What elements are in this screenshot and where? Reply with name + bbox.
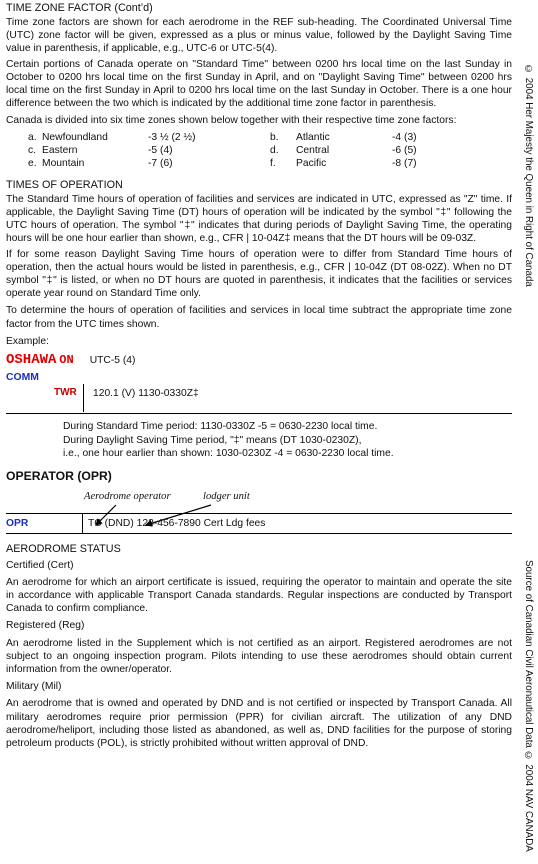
zone-value: -7 (6) [148, 158, 173, 170]
std-line-1: During Standard Time period: 1130-0330Z -5 = 0630-2230 local time. [63, 421, 378, 433]
cert-heading: Certified (Cert) [6, 559, 74, 571]
aerodrome-name: OSHAWA [6, 352, 57, 369]
zone-name: Atlantic [296, 131, 330, 143]
aerodrome-line [6, 352, 512, 368]
zone-letter: d. [270, 145, 279, 157]
time-zone-heading: TIME ZONE FACTOR (Cont’d) [6, 2, 153, 14]
twr-label: TWR [54, 387, 77, 399]
reg-text: An aerodrome listed in the Supplement which is not certified as an airport. Registered aerodromes are not subject to an ongoing inspection program. Pilots intending to use these aerodromes should obtain current information from the owner/operator. [6, 637, 512, 675]
zone-letter: c. [28, 145, 37, 157]
zone-letter: e. [28, 158, 37, 170]
aerodrome-id [6, 352, 74, 368]
zone-value: -8 (7) [392, 158, 417, 170]
aerodrome-utc: UTC-5 (4) [89, 355, 136, 367]
opr-label: OPR [6, 517, 29, 529]
zone-name: Newfoundland [42, 131, 108, 143]
copyright-top: © 2004 Her Majesty the Queen in Right of Canada [523, 64, 534, 287]
twr-divider [83, 384, 84, 412]
opr-divider [82, 514, 83, 533]
aerodrome-province: ON [59, 353, 74, 368]
tz-paragraph-1: Time zone factors are shown for each aerodrome in the REF sub-heading. The Coordinated Universal Time (UTC) zone factor will be given, expressed as a plus or minus value, followed by the Daylight Saving Time value in parenthesis, if applicable, e.g., UTC-6 or UTC-5(4). [6, 17, 512, 55]
times-paragraph-3: To determine the hours of operation of facilities and services in local time subtract the appropriate time zone factor from the UTC times shown. [6, 305, 512, 330]
zone-value: -6 (5) [392, 145, 417, 157]
comm-label: COMM [6, 372, 39, 384]
zone-name: Pacific [296, 158, 327, 170]
zone-letter: f. [270, 158, 276, 170]
std-line-2: During Daylight Saving Time period, "‡" means (DT 1030-0230Z), [63, 434, 362, 446]
operator-example [6, 483, 512, 543]
zone-name: Eastern [42, 145, 78, 157]
opr-value: TC (DND) 123-456-7890 Cert Ldg fees [88, 517, 266, 529]
tz-paragraph-2: Certain portions of Canada operate on "Standard Time" between 0200 hrs local time on the last Sunday in October to 0200 hrs local time on the first Sunday in April, and on "Daylight Saving Time" between 0200 hrs local time on the first Sunday in April to 0200 hrs local time on the last Sunday in October. There is a one hour difference between the two which is indicated by the additional time zone factor in parenthesis. [6, 58, 512, 110]
comm-block [6, 372, 512, 414]
annotation-lodger: lodger unit [203, 490, 250, 502]
reg-heading: Registered (Reg) [6, 620, 85, 632]
annotation-operator: Aerodrome operator [84, 490, 171, 502]
cert-text: An aerodrome for which an airport certificate is issued, requiring the operator to maintain and operate the site in accordance with applicable Transport Canada standards. Regular inspections are conducted by Transport Canada to confirm compliance. [6, 576, 512, 615]
std-explanation [63, 420, 512, 461]
zone-value: -4 (3) [392, 131, 417, 143]
mil-heading: Military (Mil) [6, 681, 62, 693]
copyright-bottom: Source of Canadian Civil Aeronautical Data © 2004 NAV CANADA [523, 560, 534, 852]
zone-letter: b. [270, 131, 279, 143]
document-page [6, 0, 512, 752]
std-line-3: i.e., one hour earlier than shown: 1030-0230Z -4 = 0630-2230 local time. [63, 448, 394, 460]
example-label: Example: [6, 335, 49, 347]
zone-value: -5 (4) [148, 145, 173, 157]
mil-text: An aerodrome that is owned and operated by DND and is not certified or inspected by Transport Canada. All military aerodromes require prior permission (PPR) for civilian aircraft. The utilization of any DND aerodrome/heliport, including those listed as abandoned, as well as, DND facilities for the purpose of storing petroleum products (POL), is strictly prohibited without written approval of DND. [6, 698, 512, 750]
time-zone-table [6, 131, 512, 171]
times-paragraph-1: The Standard Time hours of operation of facilities and services are indicated in UTC, expressed as "Z" time. If applicable, the Daylight Saving Time (DT) hours of operation will be indicated by the symbol "‡" following the UTC hours of operation. The symbol "‡" indicates that during periods of Daylight Saving Time, the operating hours will be one hour earlier than shown, e.g., CFR | 10-04Z‡ means that the DT hours will be 09-03Z. [6, 193, 512, 245]
opr-row [6, 513, 512, 534]
status-heading: AERODROME STATUS [6, 542, 121, 555]
zone-name: Mountain [42, 158, 85, 170]
times-heading: TIMES OF OPERATION [6, 178, 123, 191]
operator-heading: OPERATOR (OPR) [6, 468, 112, 483]
zone-letter: a. [28, 131, 37, 143]
tz-paragraph-3: Canada is divided into six time zones shown below together with their respective time zone factors: [6, 115, 457, 127]
zone-value: -3 ½ (2 ½) [148, 131, 196, 143]
times-paragraph-2: If for some reason Daylight Saving Time hours of operation were to differ from Standard Time hours of operation, then the actual hours would be listed in parenthesis, e.g., CFR | 10-04Z (DT 08-02Z). When no DT symbol "‡" is listed, or when no DT hours are quoted in parenthesis, it indicates that the facilities or services operate year round on Standard Time only. [6, 248, 512, 300]
twr-value: 120.1 (V) 1130-0330Z‡ [93, 388, 199, 400]
zone-name: Central [296, 145, 330, 157]
